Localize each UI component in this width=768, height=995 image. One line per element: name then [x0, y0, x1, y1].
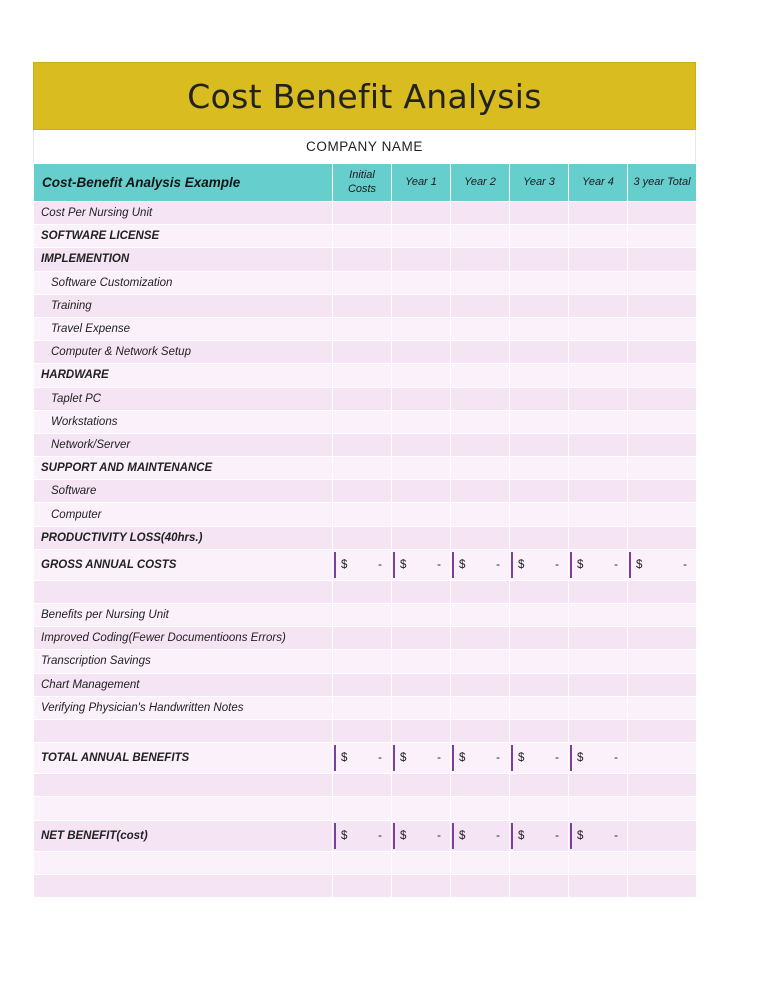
table-row — [34, 604, 697, 627]
empty-cell — [333, 225, 392, 248]
currency-symbol: $ — [459, 558, 466, 571]
empty-cell — [510, 673, 569, 696]
empty-cell — [392, 797, 451, 820]
money-value: - — [614, 752, 618, 765]
empty-cell — [333, 317, 392, 340]
row-label: Chart Management — [34, 673, 333, 696]
empty-cell — [392, 317, 451, 340]
money-cell — [451, 549, 510, 580]
row-label: Improved Coding(Fewer Documentioons Errors) — [34, 627, 333, 650]
empty-cell — [333, 364, 392, 387]
empty-cell — [628, 526, 697, 549]
empty-cell — [569, 410, 628, 433]
empty-cell — [628, 225, 697, 248]
row-label: HARDWARE — [34, 364, 333, 387]
empty-cell — [628, 248, 697, 271]
currency-symbol: $ — [341, 752, 348, 765]
empty-cell — [333, 480, 392, 503]
money-value: - — [437, 829, 441, 842]
column-header-4 — [510, 164, 569, 202]
money-value: - — [555, 558, 559, 571]
empty-cell — [451, 604, 510, 627]
table-row — [34, 851, 697, 874]
empty-cell — [510, 874, 569, 897]
empty-cell — [510, 294, 569, 317]
company-name: COMPANY NAME — [306, 139, 423, 154]
empty-cell — [628, 719, 697, 742]
column-header-line1: 3 year Total — [633, 175, 691, 188]
money-value: - — [555, 752, 559, 765]
empty-cell — [392, 627, 451, 650]
table-row — [34, 503, 697, 526]
empty-cell — [392, 387, 451, 410]
empty-cell — [392, 271, 451, 294]
page-title: Cost Benefit Analysis — [187, 76, 542, 116]
empty-cell — [451, 317, 510, 340]
currency-symbol: $ — [459, 829, 466, 842]
table-row — [34, 719, 697, 742]
currency-symbol: $ — [518, 752, 525, 765]
empty-cell — [510, 410, 569, 433]
money-value: - — [555, 829, 559, 842]
empty-cell — [510, 271, 569, 294]
empty-cell — [510, 364, 569, 387]
empty-cell — [628, 457, 697, 480]
empty-cell — [569, 650, 628, 673]
empty-cell — [628, 743, 697, 774]
row-label: Network/Server — [34, 433, 333, 456]
empty-cell — [569, 248, 628, 271]
empty-cell — [333, 719, 392, 742]
empty-cell — [451, 526, 510, 549]
table-row — [34, 650, 697, 673]
empty-cell — [628, 673, 697, 696]
money-cell — [333, 820, 392, 851]
row-label — [34, 580, 333, 603]
row-label: SOFTWARE LICENSE — [34, 225, 333, 248]
empty-cell — [451, 719, 510, 742]
table-row — [34, 433, 697, 456]
money-cell — [451, 743, 510, 774]
empty-cell — [392, 719, 451, 742]
money-cell — [333, 549, 392, 580]
empty-cell — [333, 797, 392, 820]
row-label: Cost Per Nursing Unit — [34, 202, 333, 225]
table-row — [34, 387, 697, 410]
empty-cell — [392, 364, 451, 387]
empty-cell — [392, 526, 451, 549]
money-cell — [510, 549, 569, 580]
empty-cell — [510, 719, 569, 742]
empty-cell — [510, 774, 569, 797]
table-row — [34, 526, 697, 549]
empty-cell — [451, 650, 510, 673]
empty-cell — [451, 503, 510, 526]
empty-cell — [628, 503, 697, 526]
empty-cell — [392, 457, 451, 480]
empty-cell — [510, 457, 569, 480]
row-label: SUPPORT AND MAINTENANCE — [34, 457, 333, 480]
money-cell — [569, 820, 628, 851]
empty-cell — [333, 650, 392, 673]
empty-cell — [569, 271, 628, 294]
empty-cell — [628, 364, 697, 387]
empty-cell — [333, 248, 392, 271]
money-cell — [392, 743, 451, 774]
column-header-3 — [451, 164, 510, 202]
empty-cell — [392, 650, 451, 673]
empty-cell — [628, 410, 697, 433]
empty-cell — [569, 673, 628, 696]
empty-cell — [628, 387, 697, 410]
empty-cell — [510, 650, 569, 673]
empty-cell — [333, 696, 392, 719]
empty-cell — [628, 480, 697, 503]
empty-cell — [333, 202, 392, 225]
empty-cell — [392, 410, 451, 433]
row-label: TOTAL ANNUAL BENEFITS — [34, 743, 333, 774]
empty-cell — [510, 503, 569, 526]
column-header-line1: Year 4 — [582, 175, 614, 188]
empty-cell — [510, 604, 569, 627]
empty-cell — [628, 580, 697, 603]
empty-cell — [569, 225, 628, 248]
table-row — [34, 820, 697, 851]
empty-cell — [451, 271, 510, 294]
empty-cell — [392, 673, 451, 696]
empty-cell — [392, 341, 451, 364]
empty-cell — [569, 719, 628, 742]
empty-cell — [569, 627, 628, 650]
empty-cell — [451, 248, 510, 271]
table-row — [34, 202, 697, 225]
money-value: - — [614, 558, 618, 571]
currency-symbol: $ — [459, 752, 466, 765]
empty-cell — [333, 433, 392, 456]
table-row — [34, 271, 697, 294]
row-label: Computer — [34, 503, 333, 526]
empty-cell — [569, 696, 628, 719]
empty-cell — [569, 851, 628, 874]
table-row — [34, 627, 697, 650]
empty-cell — [569, 294, 628, 317]
empty-cell — [392, 433, 451, 456]
empty-cell — [510, 317, 569, 340]
empty-cell — [392, 202, 451, 225]
empty-cell — [451, 364, 510, 387]
empty-cell — [451, 627, 510, 650]
empty-cell — [451, 673, 510, 696]
column-header-2 — [392, 164, 451, 202]
empty-cell — [451, 202, 510, 225]
row-label: PRODUCTIVITY LOSS(40hrs.) — [34, 526, 333, 549]
empty-cell — [451, 874, 510, 897]
money-cell — [569, 743, 628, 774]
empty-cell — [569, 526, 628, 549]
row-label: Travel Expense — [34, 317, 333, 340]
table-row — [34, 797, 697, 820]
row-label: Benefits per Nursing Unit — [34, 604, 333, 627]
empty-cell — [451, 225, 510, 248]
empty-cell — [392, 851, 451, 874]
money-value: - — [378, 558, 382, 571]
column-header-line2: Costs — [347, 182, 377, 195]
money-value: - — [378, 829, 382, 842]
empty-cell — [392, 580, 451, 603]
table-row — [34, 743, 697, 774]
empty-cell — [451, 797, 510, 820]
currency-symbol: $ — [518, 558, 525, 571]
table-row — [34, 480, 697, 503]
empty-cell — [392, 480, 451, 503]
empty-cell — [510, 480, 569, 503]
empty-cell — [451, 580, 510, 603]
empty-cell — [451, 480, 510, 503]
empty-cell — [510, 341, 569, 364]
empty-cell — [569, 341, 628, 364]
currency-symbol: $ — [636, 558, 643, 571]
row-label: Software Customization — [34, 271, 333, 294]
empty-cell — [451, 774, 510, 797]
empty-cell — [333, 294, 392, 317]
currency-symbol: $ — [518, 829, 525, 842]
empty-cell — [510, 526, 569, 549]
empty-cell — [628, 797, 697, 820]
money-cell — [392, 549, 451, 580]
empty-cell — [451, 294, 510, 317]
table-body — [34, 164, 697, 898]
money-value: - — [496, 829, 500, 842]
money-value: - — [496, 752, 500, 765]
empty-cell — [628, 696, 697, 719]
empty-cell — [569, 503, 628, 526]
empty-cell — [628, 294, 697, 317]
empty-cell — [392, 774, 451, 797]
empty-cell — [569, 774, 628, 797]
empty-cell — [392, 503, 451, 526]
empty-cell — [333, 874, 392, 897]
table-row — [34, 364, 697, 387]
empty-cell — [569, 604, 628, 627]
empty-cell — [451, 696, 510, 719]
empty-cell — [569, 317, 628, 340]
empty-cell — [569, 797, 628, 820]
empty-cell — [628, 851, 697, 874]
table-row — [34, 549, 697, 580]
empty-cell — [510, 387, 569, 410]
table-row — [34, 225, 697, 248]
currency-symbol: $ — [341, 829, 348, 842]
column-header-6 — [628, 164, 697, 202]
empty-cell — [333, 774, 392, 797]
empty-cell — [569, 364, 628, 387]
empty-cell — [392, 248, 451, 271]
empty-cell — [333, 503, 392, 526]
currency-symbol: $ — [577, 752, 584, 765]
empty-cell — [510, 225, 569, 248]
empty-cell — [569, 580, 628, 603]
table-row — [34, 317, 697, 340]
row-label: Computer & Network Setup — [34, 341, 333, 364]
column-header-line1: Year 3 — [523, 175, 555, 188]
empty-cell — [628, 627, 697, 650]
empty-cell — [628, 271, 697, 294]
empty-cell — [333, 457, 392, 480]
empty-cell — [628, 317, 697, 340]
table-row — [34, 410, 697, 433]
table-row — [34, 774, 697, 797]
empty-cell — [628, 202, 697, 225]
table-row — [34, 673, 697, 696]
money-cell — [392, 820, 451, 851]
table-row — [34, 294, 697, 317]
empty-cell — [451, 410, 510, 433]
empty-cell — [569, 874, 628, 897]
row-label — [34, 719, 333, 742]
empty-cell — [510, 580, 569, 603]
money-cell — [510, 743, 569, 774]
table-row — [34, 248, 697, 271]
table-row — [34, 341, 697, 364]
row-label — [34, 874, 333, 897]
currency-symbol: $ — [400, 829, 407, 842]
empty-cell — [451, 433, 510, 456]
row-label — [34, 774, 333, 797]
empty-cell — [628, 774, 697, 797]
table-header-row — [34, 164, 697, 202]
empty-cell — [569, 202, 628, 225]
table-row — [34, 874, 697, 897]
empty-cell — [510, 627, 569, 650]
money-value: - — [378, 752, 382, 765]
row-label: GROSS ANNUAL COSTS — [34, 549, 333, 580]
empty-cell — [628, 341, 697, 364]
empty-cell — [333, 410, 392, 433]
empty-cell — [392, 696, 451, 719]
row-label: Transcription Savings — [34, 650, 333, 673]
table-row — [34, 580, 697, 603]
currency-symbol: $ — [341, 558, 348, 571]
row-label: NET BENEFIT(cost) — [34, 820, 333, 851]
empty-cell — [569, 457, 628, 480]
row-label — [34, 851, 333, 874]
money-value: - — [496, 558, 500, 571]
table-row — [34, 696, 697, 719]
empty-cell — [451, 387, 510, 410]
empty-cell — [333, 580, 392, 603]
empty-cell — [510, 797, 569, 820]
empty-cell — [628, 433, 697, 456]
empty-cell — [510, 433, 569, 456]
empty-cell — [451, 457, 510, 480]
column-header-line1: Initial — [349, 168, 375, 181]
company-name-row — [33, 130, 696, 163]
empty-cell — [451, 341, 510, 364]
table-header-label: Cost-Benefit Analysis Example — [34, 164, 333, 202]
document-title-bar — [33, 62, 696, 130]
currency-symbol: $ — [577, 558, 584, 571]
table-row — [34, 457, 697, 480]
row-label: Training — [34, 294, 333, 317]
cost-benefit-sheet — [33, 62, 696, 898]
money-value: - — [437, 752, 441, 765]
row-label: Software — [34, 480, 333, 503]
money-cell — [333, 743, 392, 774]
money-cell — [510, 820, 569, 851]
empty-cell — [333, 851, 392, 874]
empty-cell — [510, 248, 569, 271]
column-header-line1: Year 2 — [464, 175, 496, 188]
empty-cell — [392, 294, 451, 317]
money-cell — [628, 549, 697, 580]
money-cell — [451, 820, 510, 851]
money-cell — [569, 549, 628, 580]
column-header-1 — [333, 164, 392, 202]
currency-symbol: $ — [400, 752, 407, 765]
empty-cell — [510, 202, 569, 225]
row-label — [34, 797, 333, 820]
empty-cell — [333, 526, 392, 549]
row-label: Workstations — [34, 410, 333, 433]
empty-cell — [569, 387, 628, 410]
currency-symbol: $ — [400, 558, 407, 571]
empty-cell — [569, 480, 628, 503]
money-value: - — [437, 558, 441, 571]
column-header-5 — [569, 164, 628, 202]
empty-cell — [510, 851, 569, 874]
empty-cell — [569, 433, 628, 456]
empty-cell — [628, 874, 697, 897]
column-header-line1: Year 1 — [405, 175, 437, 188]
row-label: Verifying Physician's Handwritten Notes — [34, 696, 333, 719]
empty-cell — [333, 271, 392, 294]
empty-cell — [333, 341, 392, 364]
empty-cell — [628, 604, 697, 627]
empty-cell — [628, 650, 697, 673]
row-label: Taplet PC — [34, 387, 333, 410]
money-value: - — [614, 829, 618, 842]
cost-benefit-table — [33, 163, 697, 898]
empty-cell — [510, 696, 569, 719]
empty-cell — [392, 604, 451, 627]
empty-cell — [392, 874, 451, 897]
empty-cell — [333, 673, 392, 696]
money-value: - — [683, 558, 687, 571]
empty-cell — [628, 820, 697, 851]
empty-cell — [392, 225, 451, 248]
empty-cell — [333, 627, 392, 650]
currency-symbol: $ — [577, 829, 584, 842]
empty-cell — [333, 604, 392, 627]
empty-cell — [333, 387, 392, 410]
row-label: IMPLEMENTION — [34, 248, 333, 271]
empty-cell — [451, 851, 510, 874]
